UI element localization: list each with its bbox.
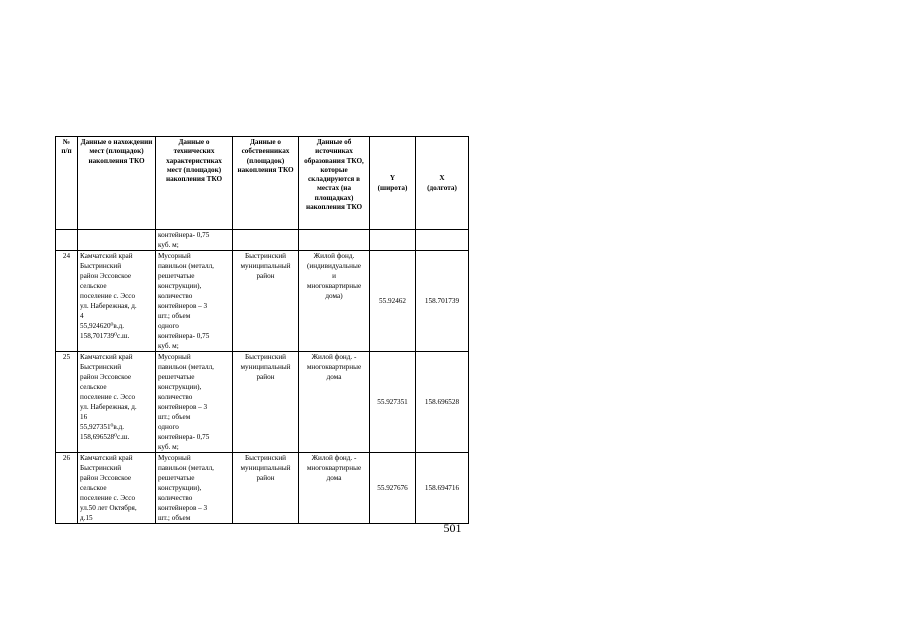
row-owner: Быстринский муниципальный район [233, 352, 299, 453]
table-row [56, 251, 469, 352]
row-technical: Мусорный павильон (металл, решетчатые конструкции), количество контейнеров – 3 шт.; объем одного контейнера- 0,75 куб. м; [156, 352, 233, 453]
row-location: Камчатский край Быстринский район Эссовское сельское поселение с. Эссо ул. Набережная, д. 4 55,924620⁰в.д. 158,701739⁰с.ш. [78, 251, 156, 352]
row-number: 24 [56, 251, 78, 352]
header-latitude: Y (широта) [370, 137, 416, 230]
row-technical: Мусорный павильон (металл, решетчатые конструкции), количество контейнеров – 3 шт.; объем одного контейнера- 0,75 куб. м; [156, 251, 233, 352]
row-latitude: 55.927351 [370, 352, 416, 453]
cont-source [299, 230, 370, 251]
table-row [56, 352, 469, 453]
row-technical: Мусорный павильон (металл, решетчатые конструкции), количество контейнеров – 3 шт.; объем [156, 453, 233, 524]
header-location: Данные о нахождении мест (площадок) накопления ТКО [78, 137, 156, 230]
cont-lat [370, 230, 416, 251]
cont-owner [233, 230, 299, 251]
cont-location [78, 230, 156, 251]
cont-technical: контейнера- 0,75 куб. м; [156, 230, 233, 251]
header-technical: Данные о технических характеристиках мест (площадок) накопления ТКО [156, 137, 233, 230]
header-sources: Данные об источниках образования ТКО, которые складируются в местах (на площадках) накопления ТКО [299, 137, 370, 230]
row-longitude: 158.701739 [416, 251, 469, 352]
continuation-row [56, 230, 469, 251]
tko-registry-table [55, 136, 469, 524]
header-longitude: X (долгота) [416, 137, 469, 230]
row-owner: Быстринский муниципальный район [233, 453, 299, 524]
row-source: Жилой фонд. - многоквартирные дома [299, 453, 370, 524]
cont-num [56, 230, 78, 251]
row-number: 25 [56, 352, 78, 453]
row-number: 26 [56, 453, 78, 524]
row-location: Камчатский край Быстринский район Эссовское сельское поселение с. Эссо ул. Набережная, д. 16 55,927351⁰в.д. 158,696528⁰с.ш. [78, 352, 156, 453]
header-owners: Данные о собственниках (площадок) накопления ТКО [233, 137, 299, 230]
row-source: Жилой фонд. - многоквартирные дома [299, 352, 370, 453]
cont-lon [416, 230, 469, 251]
row-longitude: 158.696528 [416, 352, 469, 453]
row-latitude: 55.92462 [370, 251, 416, 352]
row-latitude: 55.927676 [370, 453, 416, 524]
table-row [56, 453, 469, 524]
page-number: 501 [443, 521, 462, 535]
row-location: Камчатский край Быстринский район Эссовское сельское поселение с. Эссо ул.50 лет Октября, д.15 [78, 453, 156, 524]
table-header-row [56, 137, 469, 230]
row-source: Жилой фонд. (индивидуальные и многоквартирные дома) [299, 251, 370, 352]
row-longitude: 158.694716 [416, 453, 469, 524]
header-number: № п/п [56, 137, 78, 230]
row-owner: Быстринский муниципальный район [233, 251, 299, 352]
